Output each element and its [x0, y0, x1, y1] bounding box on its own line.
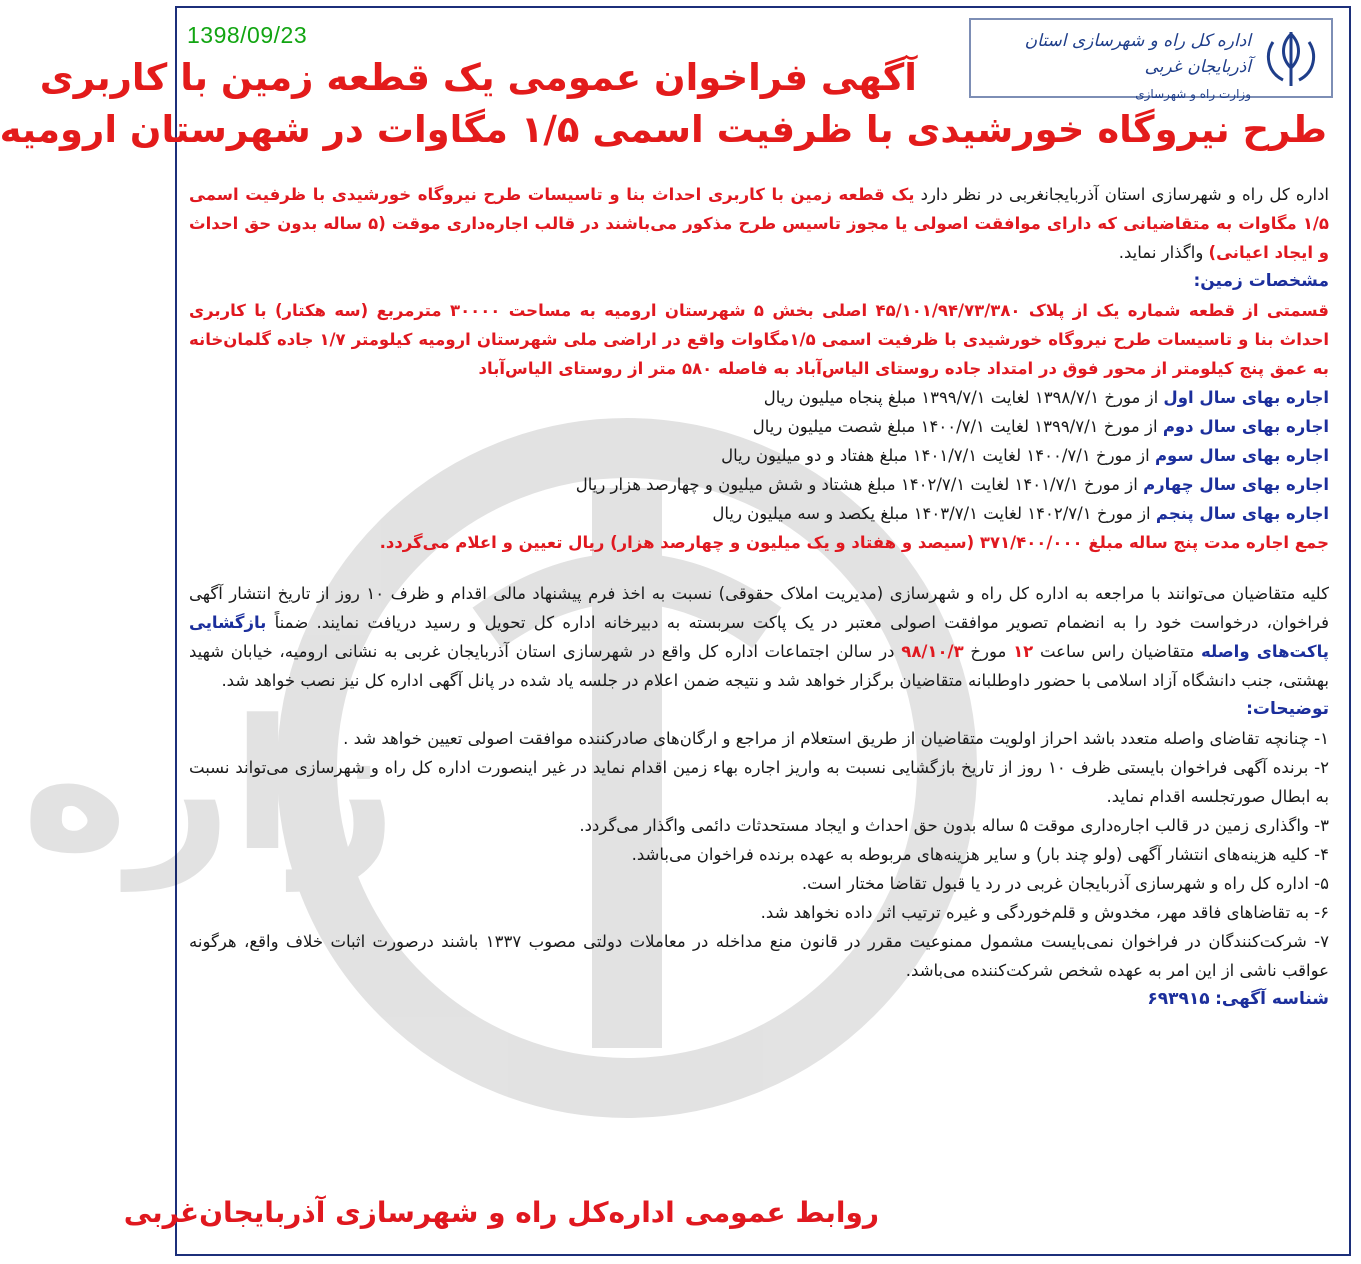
- intro-plain: اداره کل راه و شهرسازی استان آذربایجانغربی در نظر دارد: [914, 185, 1329, 204]
- land-description: قسمتی از قطعه شماره یک از پلاک ۴۵/۱۰۱/۹۴/۷۳/۳۸۰ اصلی بخش ۵ شهرستان ارومیه به مساحت ۳۰۰۰۰ مترمربع (سه هکتار) با کاربری احداث بنا و تاسیسات طرح نیروگاه خورشیدی با ظرفیت اسمی ۱/۵مگاوات واقع در اراضی ملی شهرستان ارومیه کیلومتر ۱/۷ جاده گلمان‌خانه به عمق پنج کیلومتر از محور فوق در امتداد جاده روستای الیاس‌آباد به فاصله ۵۸۰ متر از روستای الیاس‌آباد: [189, 301, 1329, 378]
- notice-title: [0, 52, 1327, 156]
- footer-signature: روابط عمومی اداره‌کل راه و شهرسازی آذربایجان‌غربی: [123, 1196, 879, 1229]
- opening-hour: ۱۲: [1013, 642, 1034, 661]
- notice-body: [189, 180, 1329, 1014]
- note-item: ۳- واگذاری زمین در قالب اجاره‌داری موقت ۵ ساله بدون حق احداث و ایجاد مستحدثات دائمی واگذار می‌گردد.: [579, 816, 1329, 835]
- note-item: ۵- اداره کل راه و شهرسازی آذربایجان غربی در رد یا قبول تقاضا مختار است.: [801, 874, 1329, 893]
- ad-id: [189, 985, 1329, 1014]
- title-line-2: طرح نیروگاه خورشیدی با ظرفیت اسمی ۱/۵ مگاوات در شهرستان ارومیه: [0, 108, 1327, 151]
- notes-list: [189, 724, 1329, 985]
- rent-row: اجاره بهای سال اول از مورخ ۱۳۹۸/۷/۱ لغایت ۱۳۹۹/۷/۱ مبلغ پنجاه میلیون ریال: [763, 388, 1329, 407]
- applicants-paragraph: کلیه متقاضیان می‌توانند با مراجعه به اداره کل راه و شهرسازی (مدیریت املاک حقوقی) نسبت به اخذ فرم پیشنهاد مالی اقدام و ظرف ۱۰ روز از تاریخ انتشار آگهی فراخوان، درخواست خود را به انضمام تصویر موافقت اصولی معتبر در یک پاکت سربسته به دبیرخانه اداره کل تحویل و رسید دریافت نمایند. ضمناً بازگشایی پاکت‌های واصله متقاضیان راس ساعت ۱۲ مورخ ۹۸/۱۰/۳ در سالن اجتماعات اداره کل واقع در شهرسازی استان آذربایجان غربی به نشانی ارومیه، خیابان شهید بهشتی، جنب دانشگاه آزاد اسلامی با حضور داوطلبانه متقاضیان برگزار خواهد شد و نتیجه ضمن اعلام در جلسه یاد شده در پانل آگهی اداره کل نیز نصب خواهد شد.: [189, 584, 1329, 690]
- ad-id-label: شناسه آگهی:: [1215, 989, 1329, 1009]
- logo-sub-text: وزارت راه و شهرسازی: [1135, 87, 1251, 101]
- ad-id-value: ۶۹۳۹۱۵: [1147, 989, 1210, 1009]
- rent-row: اجاره بهای سال پنجم از مورخ ۱۴۰۲/۷/۱ لغایت ۱۴۰۳/۷/۱ مبلغ یکصد و سه میلیون ریال: [712, 504, 1329, 523]
- intro-highlight: یک قطعه زمین با کاربری احداث بنا و تاسیسات طرح نیروگاه خورشیدی با ظرفیت اسمی ۱/۵ مگاوات به متقاضیانی که دارای موافقت اصولی یا مجوز تاسیس طرح مذکور می‌باشند در قالب اجاره‌داری موقت (۵ ساله بدون حق احداث و ایجاد اعیانی): [189, 185, 1329, 262]
- title-line-1: آگهی فراخوان عمومی یک قطعه زمین با کاربری: [39, 56, 917, 99]
- total-rent: جمع اجاره مدت پنج ساله مبلغ ۳۷۱/۴۰۰/۰۰۰ (سیصد و هفتاد و یک میلیون و چهارصد هزار) ریال تعیین و اعلام می‌گردد.: [379, 533, 1329, 552]
- rent-row: اجاره بهای سال سوم از مورخ ۱۴۰۰/۷/۱ لغایت ۱۴۰۱/۷/۱ مبلغ هفتاد و دو میلیون ریال: [721, 446, 1329, 465]
- note-item: ۶- به تقاضاهای فاقد مهر، مخدوش و قلم‌خوردگی و غیره ترتیب اثر داده نخواهد شد.: [760, 903, 1329, 922]
- logo-main-text: اداره کل راه و شهرسازی استان آذربایجان غربی: [1024, 31, 1251, 77]
- notes-heading: توضیحات:: [1246, 699, 1329, 719]
- land-heading: مشخصات زمین:: [1193, 271, 1329, 291]
- intro-tail: واگذار نماید.: [1118, 243, 1209, 262]
- note-item: ۲- برنده آگهی فراخوان بایستی ظرف ۱۰ روز از تاریخ بازگشایی نسبت به واریز اجاره بهاء زمین اقدام نماید در غیر اینصورت اداره کل راه و شهرسازی می‌تواند نسبت به ابطال صورتجلسه اقدام نماید.: [189, 758, 1329, 806]
- opening-date: ۹۸/۱۰/۳: [901, 642, 964, 661]
- note-item: ۴- کلیه هزینه‌های انتشار آگهی (ولو چند بار) و سایر هزینه‌های مربوطه به عهده برنده فراخوان می‌باشد.: [631, 845, 1329, 864]
- rent-row: اجاره بهای سال دوم از مورخ ۱۳۹۹/۷/۱ لغایت ۱۴۰۰/۷/۱ مبلغ شصت میلیون ریال: [752, 417, 1329, 436]
- opening-envelopes: بازگشایی پاکت‌های واصله: [189, 613, 1329, 661]
- note-item: ۷- شرکت‌کنندگان در فراخوان نمی‌بایست مشمول ممنوعیت مقرر در قانون منع مداخله در معاملات دولتی مصوب ۱۳۳۷ باشند درصورت اثبات خلاف واقع، هرگونه عواقب ناشی از این امر به عهده شخص شرکت‌کننده می‌باشد.: [189, 932, 1329, 980]
- date-stamp: 1398/09/23: [187, 22, 308, 48]
- rent-row: اجاره بهای سال چهارم از مورخ ۱۴۰۱/۷/۱ لغایت ۱۴۰۲/۷/۱ مبلغ هشتاد و شش میلیون و چهارصد هزار ریال: [575, 475, 1329, 494]
- watermark-text: زاره: [21, 682, 397, 891]
- intro-paragraph: [189, 180, 1329, 267]
- note-item: ۱- چنانچه تقاضای واصله متعدد باشد احراز اولویت متقاضیان از طریق استعلام از مراجع و ارگان‌های صادرکننده موافقت اصولی تعیین خواهد شد .: [343, 729, 1329, 748]
- notice-frame: [0, 6, 1351, 1256]
